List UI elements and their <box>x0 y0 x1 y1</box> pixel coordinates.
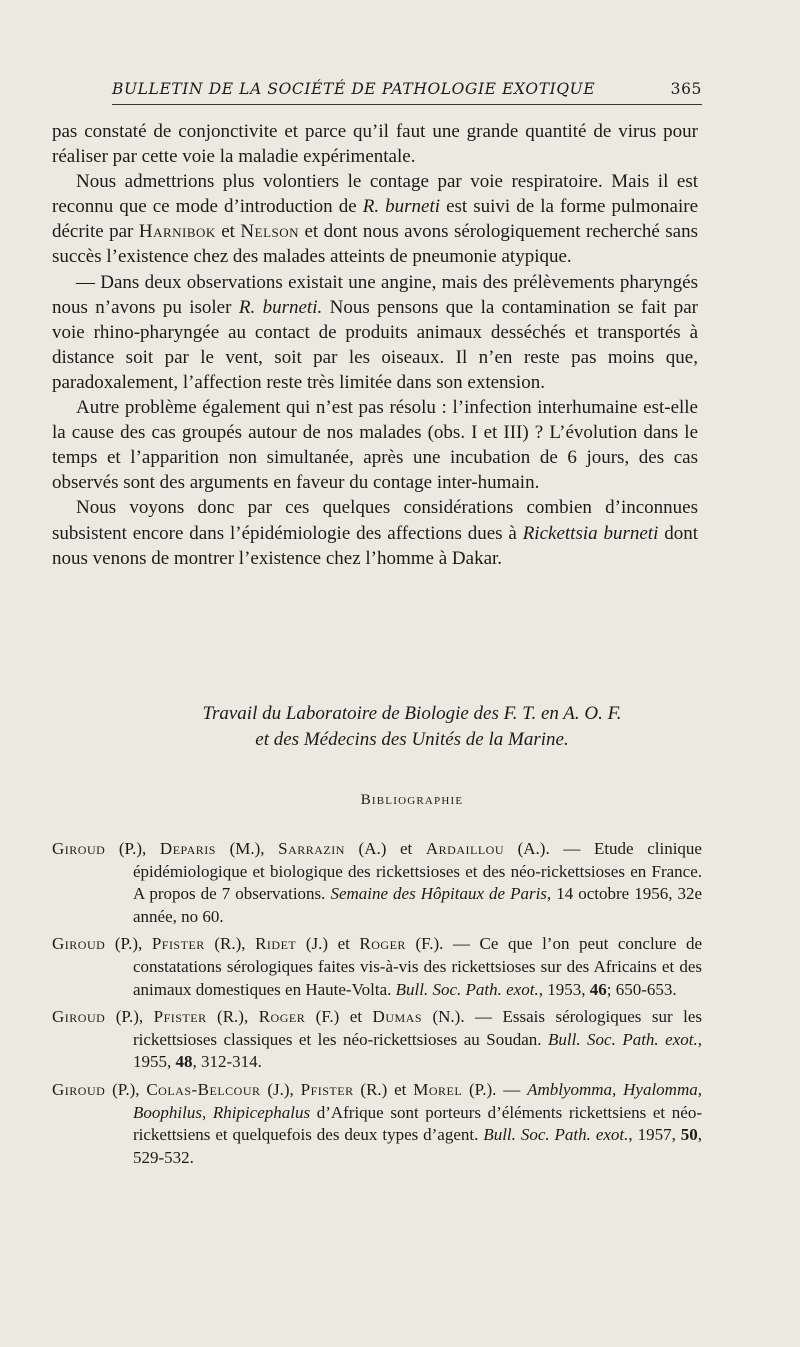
journal-name: Bull. Soc. Path. exot. <box>395 979 539 999</box>
genera-names: Amblyomma, Hyalomma, Boophilus, Rhipicephalus <box>133 1079 702 1122</box>
running-head <box>112 80 702 98</box>
volume-number: 50 <box>680 1125 698 1145</box>
volume-number: 46 <box>589 979 607 999</box>
paragraph-1: pas constaté de conjonctivite et parce qu’il faut une grande quantité de virus pour réaliser par cette voie la maladie expérimentale. <box>52 121 698 168</box>
species-name: R. burneti. <box>238 296 323 318</box>
header-rule <box>112 104 702 105</box>
author-name: Nelson <box>240 221 300 243</box>
author-name: Harnibok <box>138 221 216 243</box>
bibliography-entry: Giroud (P.), Pfister (R.), Roger (F.) et Dumas (N.). — Essais sérologiques sur les rickettsioses classiques et les néo-rickettsioses au Soudan. Bull. Soc. Path. exot., 1955, 48, 312-314. <box>52 1007 702 1072</box>
credit-line-2: et des Médecins des Unités de la Marine. <box>255 729 569 750</box>
journal-name: Bull. Soc. Path. exot. <box>483 1125 629 1145</box>
volume-number: 48 <box>175 1052 193 1072</box>
paragraph-3: — Dans deux observations existait une angine, mais des prélèvements pharyngés nous n’avons pu isoler R. burneti. Nous pensons que la contamination se fait par voie rhino-pharyngée au contact de produits animaux desséchés et transportés à distance soit par le vent, soit par les oiseaux. Il n’en reste pas moins que, paradoxalement, l’affection reste très limitée dans son extension. <box>52 271 698 393</box>
paragraph-4: Autre problème également qui n’est pas résolu : l’infection interhumaine est-elle la cause des cas groupés autour de nos malades (obs. I et III) ? L’évolution dans le temps et l’apparition non simultanée, après une incubation de 6 jours, des cas observés sont des arguments en faveur du contage inter-humain. <box>52 397 698 494</box>
bibliography-entry: Giroud (P.), Colas-Belcour (J.), Pfister (R.) et Morel (P.). — Amblyomma, Hyalomma, Boophilus, Rhipicephalus d’Afrique sont porteurs d’éléments rickettsiens et néo-rickettsiens et quelquefois des deux types d’agent. Bull. Soc. Path. exot., 1957, 50, 529-532. <box>52 1079 702 1167</box>
running-title: BULLETIN DE LA SOCIÉTÉ DE PATHOLOGIE EXOTIQUE <box>112 80 596 98</box>
journal-name: Bull. Soc. Path. exot. <box>548 1029 698 1049</box>
credit-line-1: Travail du Laboratoire de Biologie des F. T. en A. O. F. <box>202 703 622 724</box>
body-text <box>52 119 698 571</box>
bibliography-title: Bibliographie <box>360 792 464 808</box>
journal-name: Semaine des Hôpitaux de Paris <box>330 884 547 904</box>
species-name: R. burneti <box>362 196 441 218</box>
paragraph-2: Nous admettrions plus volontiers le contage par voie respiratoire. Mais il est reconnu que ce mode d’introduction de R. burneti est suivi de la forme pulmonaire décrite par Harnibok et Nelson et dont nous avons sérologiquement recherché sans succès l’existence chez des malades atteints de pneumonie atypique. <box>52 171 699 268</box>
species-name: Rickettsia burneti <box>522 522 659 544</box>
laboratory-credit <box>52 701 772 753</box>
page-number: 365 <box>670 80 702 98</box>
bibliography-list <box>52 838 702 1174</box>
bibliography-entry: Giroud (P.), Pfister (R.), Ridet (J.) et Roger (F.). — Ce que l’on peut conclure de constatations sérologiques faites vis-à-vis des rickettsioses sur des Africains et des animaux domestiques en Haute-Volta. Bull. Soc. Path. exot., 1953, 46; 650-653. <box>52 934 702 999</box>
bibliography-entry: Giroud (P.), Deparis (M.), Sarrazin (A.) et Ardaillou (A.). — Etude clinique épidémiologique et biologique des rickettsioses et des néo-rickettsioses en France. A propos de 7 observations. Semaine des Hôpitaux de Paris, 14 octobre 1956, 32e année, no 60. <box>52 839 703 926</box>
paragraph-5: Nous voyons donc par ces quelques considérations combien d’inconnues subsistent encore dans l’épidémiologie des affections dues à Rickettsia burneti dont nous venons de montrer l’existence chez l’homme à Dakar. <box>52 497 698 569</box>
